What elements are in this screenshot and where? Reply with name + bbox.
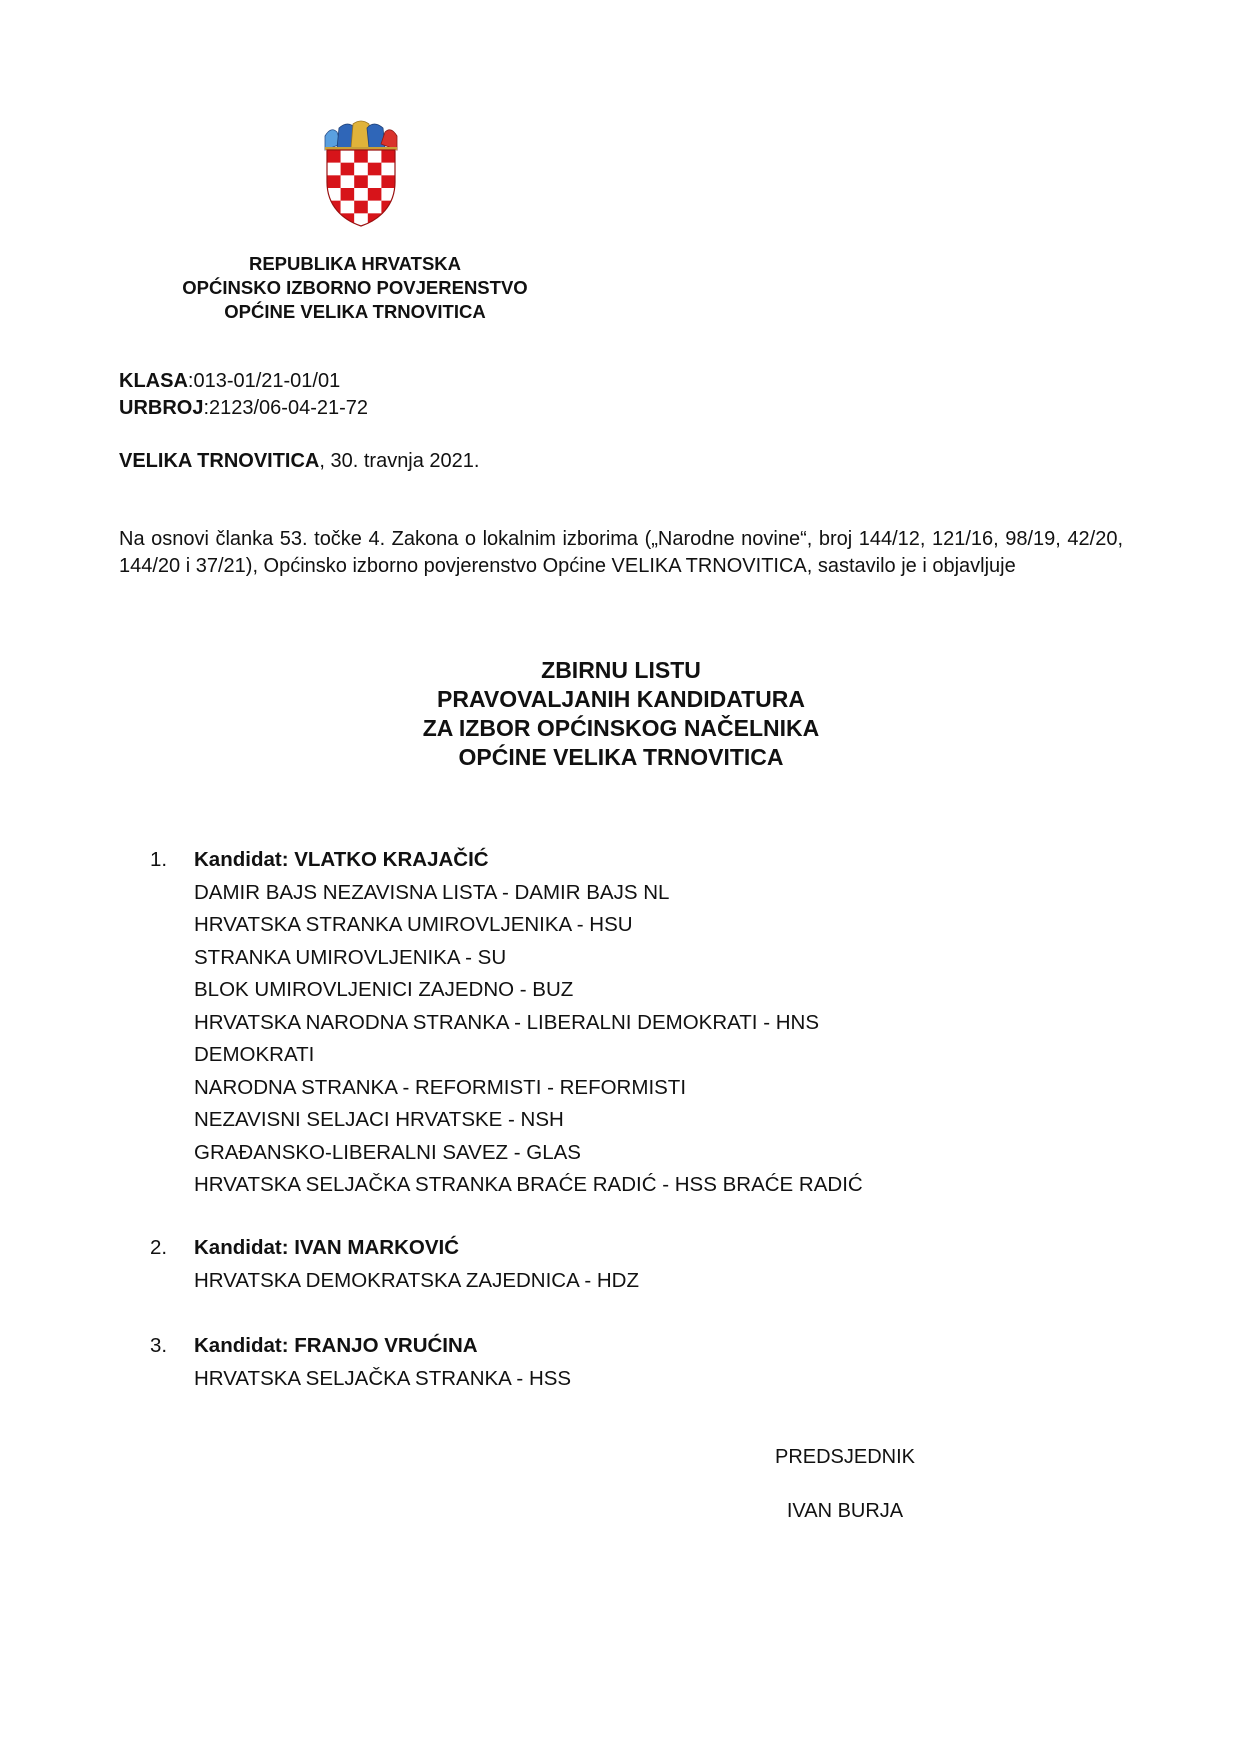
signature-role: PREDSJEDNIK (774, 1446, 916, 1468)
party-line: HRVATSKA SELJAČKA STRANKA - HSS (194, 1366, 572, 1390)
title-line-1: ZBIRNU LISTU (541, 657, 701, 683)
candidate-label: Kandidat: (194, 1334, 289, 1357)
intro-paragraph: Na osnovi članka 53. točke 4. Zakona o lokalnim izborima („Narodne novine“, broj 144/12, 121/16, 98/19, 42/20, 144/20 i 37/21), Općinsko izborno povjerenstvo Općine VELIKA TRNOVITICA, sastavilo je i objavljuje (119, 528, 1123, 577)
party-line: DAMIR BAJS NEZAVISNA LISTA - DAMIR BAJS NL (194, 880, 670, 904)
klasa-value: :013-01/21-01/01 (187, 370, 341, 392)
candidate-entry-3 (150, 1330, 1050, 1395)
candidate-name: VLATKO KRAJAČIĆ (294, 848, 489, 871)
candidate-heading (194, 1330, 1050, 1363)
crown-icon (325, 121, 397, 150)
party-line: NEZAVISNI SELJACI HRVATSKE - NSH (194, 1108, 564, 1131)
coat-of-arms-icon (321, 120, 401, 228)
party-line: NARODNA STRANKA - REFORMISTI - REFORMISTI (194, 1075, 687, 1099)
title-line-4: OPĆINE VELIKA TRNOVITICA (458, 744, 784, 770)
party-line: HRVATSKA NARODNA STRANKA - LIBERALNI DEMOKRATI - HNS (194, 1010, 819, 1034)
urbroj-value: :2123/06-04-21-72 (203, 397, 369, 419)
candidate-number: 3. (150, 1334, 168, 1357)
title-line-3: ZA IZBOR OPĆINSKOG NAČELNIKA (422, 715, 820, 741)
candidate-name: IVAN MARKOVIĆ (294, 1236, 459, 1259)
candidate-number: 2. (150, 1236, 168, 1259)
party-line: HRVATSKA SELJAČKA STRANKA BRAĆE RADIĆ - HSS BRAĆE RADIĆ (194, 1173, 863, 1196)
party-line: BLOK UMIROVLJENICI ZAJEDNO - BUZ (194, 978, 574, 1001)
candidate-label: Kandidat: (194, 1236, 289, 1259)
document-date: , 30. travnja 2021. (319, 450, 480, 472)
party-line: HRVATSKA DEMOKRATSKA ZAJEDNICA - HDZ (194, 1268, 640, 1292)
candidate-entry-1 (150, 844, 1050, 1202)
candidate-name: FRANJO VRUĆINA (294, 1334, 478, 1357)
klasa-label: KLASA (119, 370, 188, 392)
urbroj-label: URBROJ (119, 397, 204, 419)
party-line: STRANKA UMIROVLJENIKA - SU (194, 945, 507, 969)
party-line: GRAĐANSKO-LIBERALNI SAVEZ - GLAS (194, 1140, 581, 1164)
candidate-number: 1. (150, 848, 168, 871)
urbroj-line (119, 395, 368, 421)
candidate-entry-2 (150, 1232, 1050, 1297)
place-date-line (119, 448, 479, 474)
candidate-heading (194, 1232, 1050, 1265)
party-line: HRVATSKA STRANKA UMIROVLJENIKA - HSU (194, 913, 633, 936)
issuer-line-1: REPUBLIKA HRVATSKA (248, 253, 462, 274)
candidate-heading (194, 844, 1050, 877)
klasa-line (119, 368, 340, 394)
place-name: VELIKA TRNOVITICA (119, 450, 320, 472)
title-line-2: PRAVOVALJANIH KANDIDATURA (437, 686, 805, 712)
issuer-line-2: OPĆINSKO IZBORNO POVJERENSTVO (182, 277, 528, 298)
party-line: DEMOKRATI (194, 1043, 315, 1066)
issuer-header (140, 252, 570, 324)
candidate-label: Kandidat: (194, 848, 289, 871)
signature-name: IVAN BURJA (786, 1500, 904, 1522)
issuer-line-3: OPĆINE VELIKA TRNOVITICA (224, 301, 486, 322)
document-title (119, 656, 1123, 772)
